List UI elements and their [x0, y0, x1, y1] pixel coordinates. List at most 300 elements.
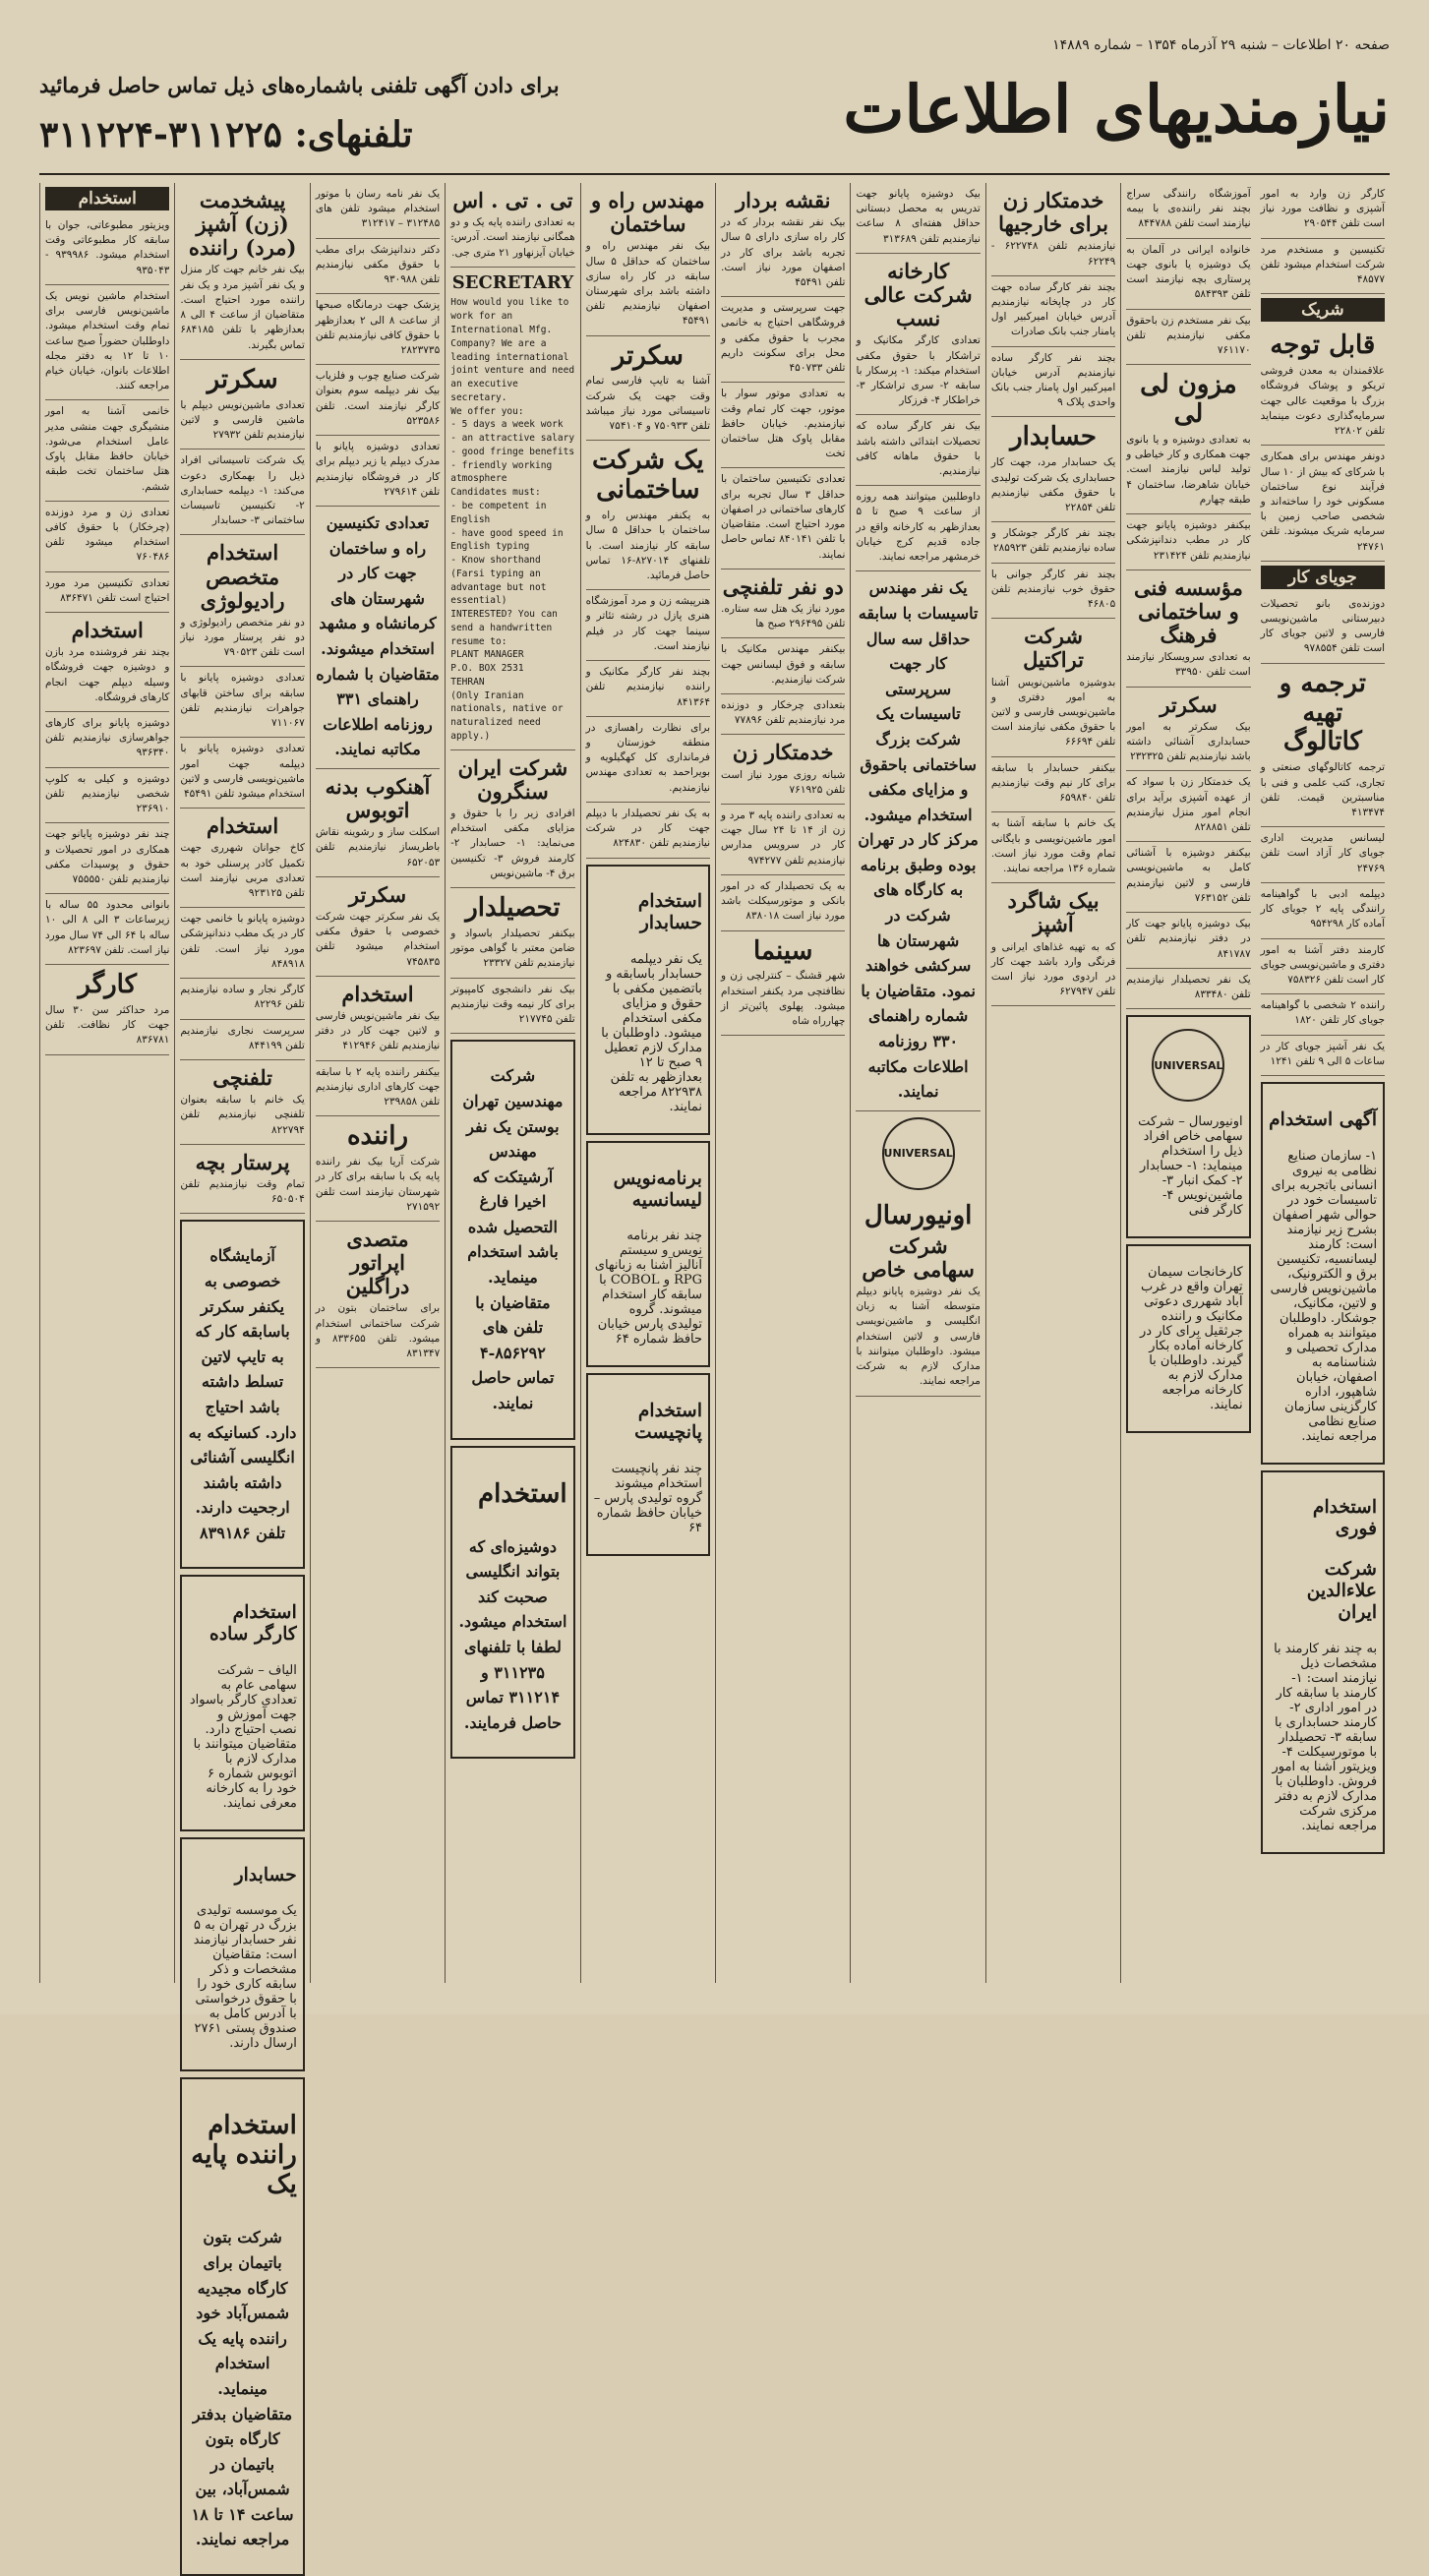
ad-text: خانواده ایرانی در آلمان به یک دوشیزه یا بانوی جهت پرستاری بچه نیازمند است تلفن ۵۸۴۳۹۳ — [1126, 243, 1251, 301]
ad-title: ترجمه و تهیه کاتالوگ — [1279, 668, 1366, 757]
ad — [180, 979, 304, 1019]
ad-text: دوشیزه پایانو برای کارهای جواهرسازی نیازمندیم تلفن ۹۳۶۳۴۰ — [45, 717, 170, 759]
ad-title: حسابدار — [1010, 422, 1097, 452]
ad-engineer — [856, 571, 980, 1110]
ad-text: بیک نفر ماشین‌نویس فارسی و لاتین جهت کار در دفتر نیازمندیم تلفن ۴۱۲۹۴۶ — [315, 1009, 441, 1052]
ad — [316, 436, 440, 507]
ad-text: به تعدادی موتور سوار با موتور، جهت کار تمام وقت نیازمندیم. خیابان حافظ مقابل پاوک هتل ساختمان تخت — [721, 388, 846, 460]
ad — [991, 757, 1115, 813]
ad-text: یک خانم با سابقه بعنوان تلفنچی نیازمندیم تلفن ۸۲۲۷۹۴ — [180, 1094, 305, 1136]
ad-text: به یک نفر تحصیلدار با دیپلم جهت کار در شرکت نیازمندیم تلفن ۸۲۴۸۳۰ — [585, 807, 711, 850]
ad-title: پیشخدمت (زن) آشپز (مرد) راننده — [188, 188, 297, 261]
ad-title: استخدام راننده پایه یک — [191, 2111, 297, 2200]
ad-universal — [856, 1196, 980, 1397]
ad — [721, 735, 845, 805]
ad-line: PLANT MANAGER — [450, 649, 524, 661]
ad-text: بیکنفر تحصیلدار باسواد و ضامن معتبر با گواهی موتور نیازمندیم تلفن ۲۳۳۲۷ — [450, 928, 575, 970]
ad-construction-company — [586, 441, 710, 590]
ad-title: خدمتکار زن — [732, 740, 834, 765]
ad-line: - good fringe benefits — [450, 446, 575, 457]
ad-title: کارخانه شرکت عالی نسب — [863, 258, 973, 331]
ad — [316, 769, 440, 877]
column-1 — [39, 183, 174, 1983]
column-5 — [580, 183, 715, 1983]
ad-title: یک شرکت ساختمانی — [592, 446, 704, 506]
ad-worker — [45, 965, 169, 1055]
ad-text: چند نفر دوشیزه پایانو جهت همکاری در امور تحصیلات و حقوق و پوسیدات مکفی نیازمندیم تلفن ۷۵۵۵۵۰ — [45, 828, 170, 886]
ad — [45, 214, 169, 285]
ad-text: یک نفر آشپز جویای کار در ساعات ۵ الی ۹ تلفن ۱۲۴۱ — [1260, 1040, 1386, 1067]
ad-title: شرکت ایران سنگرون — [457, 754, 568, 804]
ad-text: مورد نیاز یک هتل سه ستاره. تلفن ۲۹۶۴۹۵ صبح ها — [721, 602, 846, 630]
ad-text: ترجمه کاتالوگهای صنعتی و تجاری، کتب علمی و فنی با مناسبترین قیمت. تلفن ۴۱۳۴۷۴ — [1260, 761, 1386, 819]
ad-text: بیکنفر دوشیزه پایانو جهت کار در مطب دندانپزشکی نیازمندیم تلفن ۲۳۱۴۲۴ — [1126, 519, 1251, 562]
ad — [721, 805, 845, 875]
ad — [316, 877, 440, 977]
ad-text: برای نظارت راهسازی در منطقه خوزستان و فرمانداری کل کهگیلویه و بویراحمد به تعدادی مهندس نیازمندیم. — [585, 721, 711, 794]
ad-text: بیکنفر مهندس مکانیک با سابقه و فوق لیسانس جهت شرکت نیازمندیم. — [721, 643, 846, 686]
ad-title: استخدام — [341, 981, 414, 1006]
ad — [316, 365, 440, 436]
ad — [991, 347, 1115, 418]
ad-title: سکرتر — [348, 881, 407, 907]
ad-text: بیک نفر دانشجوی کامپیوتر برای کار نیمه وقت نیازمندیم تلفن ۲۱۷۷۴۵ — [450, 983, 575, 1026]
ad-text: سرپرست نجاری نیازمندیم تلفن ۸۴۴۱۹۹ — [180, 1024, 305, 1051]
ad-text: یک نفر نامه رسان با موتور استخدام میشود تلفن های ۳۱۲۴۸۵ – ۳۱۲۴۱۷ — [315, 188, 441, 230]
ad-text: بیکنفر حسابدار با سابقه برای کار نیم وقت نیازمندیم تلفن ۶۵۹۸۴۰ — [990, 761, 1116, 805]
ad-text: نیازمندیم تلفن ۶۲۲۷۴۸ - ۶۲۲۴۹ — [990, 240, 1116, 268]
ad-text: ویزیتور مطبوعاتی، جوان با سابقه کار مطبوعاتی وقت استخدام میشود. ۹۳۹۹۸۶ - ۹۳۵۰۴۳ — [45, 219, 170, 276]
ad-title: استخدام فوری — [1312, 1496, 1378, 1540]
boxed-ad-urgent-hiring — [1261, 1470, 1385, 1854]
classifieds-columns — [39, 183, 1390, 2549]
ad-text: شهر قشنگ – کنترلچی زن و نظافتچی مرد یکنفر استخدام میشود. پهلوی پائین‌تر از چهارراه شاه — [721, 970, 846, 1028]
ad-text: دیپلمه ادبی با گواهینامه رانندگی پایه ۲ جویای کار آماده کار ۹۵۴۲۹۸ — [1260, 887, 1386, 930]
ad — [1126, 239, 1250, 310]
ad-text: آزمایشگاه خصوصی به یکنفر سکرتر باسابقه کار که به تایپ لاتین تسلط داشته باشد احتیاج دارد. کسانیکه به انگلیسی آشنائی داشته باشند ارجحیت دارند. تلفن ۸۳۹۱۸۶ — [188, 1246, 297, 1542]
ad-title: مهندس راه و ساختمان — [590, 188, 705, 237]
ad-text: تعدادی تکنیسین ساختمان با حداقل ۳ سال تجربه برای کارهای ساختمانی در اصفهان مورد احتیاج است. متقاضیان با تلفن ۸۴۰۱۴۱ تماس حاصل نمایند. — [721, 473, 846, 561]
ad — [1261, 239, 1385, 295]
column-2 — [174, 183, 309, 2549]
ad-text: کارگر زن وارد به امور آشپزی و نظافت مورد نیاز است تلفن ۲۹۰۵۴۴ — [1260, 188, 1386, 230]
boxed-ad-recruitment — [1261, 1082, 1385, 1464]
ad-secretary-english — [450, 268, 574, 750]
ad — [450, 183, 574, 268]
ad — [450, 888, 574, 979]
ad-title: آهنکوب بدنه اتوبوس — [325, 773, 431, 823]
ad — [1126, 310, 1250, 366]
ad-text: ۱- سازمان صنایع نظامی به نیروی انسانی باتجربه برای تاسیسات خود در حوالی شهر اصفهان بشرح زیر نیازمند است: کارمند لیسانسیه، تکنیسین برق و الکترونیک، ماشین‌نویس فارسی و لاتین، مکانیک، جوشکار. داوطلبان میتوانند به همراه مدارک تحصیلی و شناسنامه به اصفهان، خیابان شاهپور، اداره کارگزینی سازمان صنایع نظامی مراجعه نمایند. — [1270, 1148, 1378, 1444]
ad-title: تی . تی . اس — [452, 188, 573, 212]
ad-title: مزون لی لی — [1140, 370, 1237, 430]
ad-text: چند نفر پانچیست استخدام میشوند گروه تولیدی پارس – خیابان حافظ شماره ۶۴ — [593, 1461, 703, 1535]
ad — [450, 750, 574, 888]
boxed-ad-accountant — [586, 865, 710, 1135]
ad — [180, 738, 304, 809]
ad-text: راننده ۲ شخصی با گواهینامه جویای کار تلفن ۱۸۲۰ — [1260, 999, 1386, 1027]
column-7 — [850, 183, 984, 1983]
ad-text: دکتر دندانپزشک برای مطب با حقوق مکفی نیازمندیم تلفن ۹۳۰۹۸۸ — [315, 243, 441, 286]
ad-text: بیک دوشیزه پایانو جهت تدریس به محصل دبستانی حداقل هفته‌ای ۸ ساعت نیازمندیم تلفن ۳۱۳۶۸۹ — [856, 188, 981, 245]
ad-cook-assistant — [991, 883, 1115, 1006]
ad-text: بچند نفر کارگر مکانیک و راننده نیازمندیم تلفن ۸۴۱۳۶۴ — [585, 666, 711, 708]
ad-text: بیک سکرتر به امور حسابداری آشنائی داشته باشد نیازمندیم تلفن ۲۳۲۳۲۵ — [1126, 720, 1251, 763]
ad-text: یک نفر سکرتر جهت شرکت خصوصی با حقوق مکفی استخدام میشود تلفن ۷۴۵۸۳۵ — [315, 910, 441, 968]
ad-title: استخدام کارگر ساده — [208, 1601, 297, 1646]
ad-text: که به تهیه غذاهای ایرانی و فرنگی وارد باشد جهت کار در اردوی مورد نیاز است تلفن ۶۲۷۹۴۷ — [990, 940, 1116, 998]
ad — [180, 1020, 304, 1060]
ad — [856, 486, 980, 571]
ad — [316, 977, 440, 1061]
ad-line: - be competent in English — [450, 500, 547, 525]
ad-text: کارخانجات سیمان تهران واقع در غرب آباد شهرری دعوتی مکانیک و راننده جرثقیل برای کار در کارخانه آماده بکار گیرند. داوطلبان با مدارک لازم به کارخانه مراجعه نمایند. — [1140, 1265, 1243, 1413]
ad-text: یک خانم با سابقه آشنا به امور ماشین‌نویسی و بایگانی تمام وقت مورد نیاز است. شماره ۱۳۶ مراجعه نمایند. — [990, 817, 1116, 875]
ad-text: یک نفر دیپلمه حسابدار باسابقه و باتضمین مکفی با حقوق و مزایای مکفی استخدام میشود. داوطلبان با مدارک لازم تعطیل ۹ صبح تا ۱۲ بعدازظهر به تلفن ۸۲۲۹۳۸ مراجعه نمایند. — [601, 951, 703, 1114]
ad-text: جهت سرپرستی و مدیریت فروشگاهی احتیاج به خانمی مجرب با حقوق مکفی و محل برای سکونت داریم تلفن ۴۵۰۷۳۳ — [721, 302, 846, 375]
ad-text: به تعدادی دوشیزه و یا بانوی جهت همکاری و کار خیاطی و تولید لباس نیازمند است. خیابان شاهرضا، ساختمان ۴ طبقه چهارم — [1126, 433, 1251, 506]
dateline: صفحه ۲۰ اطلاعات – شنبه ۲۹ آذرماه ۱۳۵۴ – شماره ۱۴۸۸۹ — [1052, 37, 1390, 53]
ad-text: بیک نفر مهندس راه و ساختمان که حداقل ۵ سال سابقه در کار راه سازی داشته باشد برای شهرستان اصفهان نیازمندیم تلفن ۴۵۴۹۱ — [585, 240, 711, 328]
boxed-ad-worker — [180, 1575, 304, 1830]
ad — [1261, 326, 1385, 446]
ad — [721, 383, 845, 468]
ad-title: متصدی اپراتور دراگلین — [345, 1227, 410, 1299]
ad — [991, 417, 1115, 522]
ad-text: تکنیسین و مستخدم مرد شرکت استخدام میشود تلفن ۴۸۵۷۷ — [1260, 243, 1386, 286]
ad-text: مرد حداکثر سن ۳۰ سال جهت کار نظافت. تلفن ۸۳۶۷۸۱ — [45, 1004, 170, 1047]
ad — [45, 285, 169, 401]
ad-text: یک خدمتکار زن با سواد که از عهده آشپزی برآید برای انجام امور منزل نیازمندیم تلفن ۸۲۸۸۵۱ — [1126, 776, 1251, 834]
ad-text: آشنا به تایپ فارسی تمام وقت جهت یک شرکت تاسیساتی مورد نیاز میباشد تلفن ۷۵۰۹۳۳ و ۷۵۴۱۰۴ — [585, 375, 711, 433]
ad-text: دوشیزه‌ای که بتواند انگلیسی صحبت کند استخدام میشود. لطفا با تلفنهای ۳۱۱۲۳۵ و ۳۱۱۲۱۴ تماس حاصل فرمایند. — [458, 1536, 567, 1732]
ad-text: بیک نفر نقشه بردار که در کار راه سازی دارای ۵ سال تجربه باشد برای کار در اصفهان مورد نیاز است. تلفن ۴۵۴۹۱ — [721, 216, 846, 289]
ad-title: استخدام — [207, 813, 279, 839]
ad — [586, 661, 710, 717]
ad-text: چند نفر برنامه نویس و سیستم آنالیز آشنا به زبانهای RPG و COBOL با سابقه کار استخدام میشوند. گروه تولیدی پارس خیابان حافظ شماره ۶۴ — [594, 1228, 703, 1348]
ad-text: بیک نفر کارگر ساده که تحصیلات ابتدائی داشته باشد با حقوق ماهانه کافی نیازمندیم. — [856, 420, 981, 478]
ad — [1261, 183, 1385, 239]
masthead-rule — [39, 173, 1390, 175]
ad — [721, 468, 845, 569]
ad-text: به یک تحصیلدار که در امور بانکی و موتورسیکلت باشد مورد نیاز است ۸۳۸۰۱۸ — [721, 879, 846, 923]
ad — [1126, 913, 1250, 969]
ad — [316, 1222, 440, 1368]
ad-text: دو نفر متخصص رادیولوژی و دو نفر پرستار مورد نیاز است تلفن ۷۹۰۵۲۳ — [180, 616, 305, 659]
ad-cinema — [721, 931, 845, 1037]
ad-technicians — [316, 507, 440, 769]
column-4 — [445, 183, 579, 1983]
ad — [1126, 183, 1250, 239]
ad-text: اسکلت ساز و رشوینه نقاش باطریساز نیازمندیم تلفن ۶۵۲۰۵۳ — [315, 826, 441, 869]
ad-text: دوشیزه پایانو با خانمی جهت کار در یک مطب دندانپزشکی مورد نیاز است. تلفن ۸۴۸۹۱۸ — [180, 913, 305, 970]
ad-text: بیکنفر دوشیزه با آشنائی کامل به ماشین‌نویسی فارسی و لاتین نیازمندیم تلفن ۷۶۳۱۵۲ — [1126, 847, 1251, 904]
ad-title: قابل توجه — [1270, 330, 1376, 361]
ad — [180, 449, 304, 535]
section-header-hiring: استخدام — [45, 187, 169, 210]
ad — [1126, 365, 1250, 514]
ad — [180, 667, 304, 738]
ad-text: بچند نفر کارگر ساده جهت کار در چاپخانه نیازمندیم آدرس خیابان امیرکبیر اول پامنار جنب بانک صادرات — [990, 280, 1116, 338]
ad — [1126, 771, 1250, 842]
ad-text: بیکنفر راننده پایه ۲ با سابقه جهت کارهای اداری نیازمندیم تلفن ۲۳۹۸۵۸ — [315, 1065, 441, 1108]
ad — [450, 979, 574, 1035]
ad-text: بیک نفر مستخدم زن باحقوق مکفی نیازمندیم تلفن ۷۶۱۱۷۰ — [1126, 314, 1251, 356]
ad — [856, 254, 980, 416]
ad — [180, 535, 304, 667]
ad — [586, 717, 710, 803]
ad-title: دو نفر تلفنچی — [722, 573, 844, 599]
ad — [316, 1061, 440, 1117]
ad-line: INTERESTED? You can send a handwritten resume to: — [450, 609, 558, 647]
ad-text: به تعدادی سرویسکار نیازمند است تلفن ۳۳۹۵۰ — [1126, 651, 1251, 679]
ad-text: تعدادی کارگر مکانیک و تراشکار با حقوق مکفی استخدام میکند: ۱- پرسکار با سابقه ۲- سری تراشکار ۳- خراطکار ۴- فرزکار — [856, 334, 981, 407]
ad — [721, 694, 845, 735]
ad — [45, 613, 169, 712]
ad-text: یک شرکت تاسیساتی افراد ذیل را بهمکاری دعوت می‌کند: ۱- دیپلمه حسابداری ۲- تکنیسین تاسیسات ساختمانی ۳- حسابدار — [180, 454, 305, 527]
ad-text: یک موسسه تولیدی بزرگ در تهران به ۵ نفر حسابدار نیازمند است: متقاضیان مشخصات و ذکر سابقه کاری خود را با حقوق درخواستی با آدرس کامل به صندوق پستی ۲۷۶۱ ارسال دارند. — [193, 1903, 297, 2052]
ad-title: آگهی استخدام — [1269, 1108, 1378, 1130]
ad — [45, 502, 169, 572]
ad — [45, 768, 169, 824]
ad-text: داوطلبین میتوانند همه روزه از ساعت ۹ صبح تا ۵ بعدازظهر به کارخانه واقع در جاده قدیم کرج خیابان خرمشهر مراجعه نمایند. — [856, 491, 981, 564]
ad — [586, 590, 710, 661]
ad-text: تعدادی دوشیزه پایانو با سابقه برای ساختن قابهای جواهرات نیازمندیم تلفن ۷۱۱۰۶۷ — [180, 672, 305, 730]
section-header-job-seekers: جویای کار — [1261, 566, 1385, 589]
ad — [1126, 842, 1250, 913]
ad-text: تعدادی تکنیسین راه و ساختمان جهت کار در شهرستان های کرمانشاه و مشهد استخدام میشوند. متقاضیان با شماره راهنمای ۳۳۱ روزنامه اطلاعات مکاتبه نمایند. — [316, 512, 440, 759]
ad — [180, 1145, 304, 1215]
ad-text: شرکت آریا بیک نفر راننده پایه یک با سابقه برای کار در شهرستان نیازمند است تلفن ۲۷۱۵۹۲ — [315, 1156, 441, 1213]
ad-title: بیک شاگرد آشپز — [1007, 888, 1100, 937]
section-header-partner: شریک — [1261, 298, 1385, 322]
ad-text: شرکت بتون باتیمان برای کارگاه مجیدیه شمس‌آباد خود راننده پایه یک استخدام مینماید. متقاضیان بدفتر کارگاه بتون باتیمان در شمس‌آباد، بین ساعت ۱۴ تا ۱۸ مراجعه نمایند. — [191, 2228, 294, 2549]
ad-title: برنامه‌نویس لیسانسیه — [613, 1167, 703, 1211]
ad — [721, 183, 845, 297]
ad-title: سکرتر — [1160, 691, 1218, 717]
ad-text: تعدادی دوشیزه پایانو با مدرک دیپلم یا زیر دیپلم برای کار در فروشگاه نیازمندیم تلفن ۲۷۹۶۱۴ — [315, 441, 441, 498]
boxed-ad-lab — [180, 1220, 304, 1569]
ad-title: سکرتر — [207, 364, 278, 394]
ad-text: تعدادی دوشیزه پایانو با دیپلمه جهت امور ماشین‌نویسی فارسی و لاتین استخدام میشود تلفن ۴۵۴۹۱ — [180, 743, 305, 800]
ad-line: - an attractive salary — [450, 433, 575, 445]
ad-text: آموزشگاه رانندگی سراج بچند نفر راننده‌ی با بیمه نیازمند است تلفن ۸۴۴۷۸۸ — [1126, 188, 1251, 230]
ad-title: خدمتکار زن برای خارجیها — [998, 188, 1109, 237]
ad-text: شرکت مهندسین تهران بوستن یک نفر مهندس آرشیتکت که اخیرا فارغ التحصیل شده باشد استخدام مینماید. متقاضیان با تلفن های ۸۵۶۲۹۲-۴ تماس حاصل نمایند. — [462, 1066, 564, 1413]
ad-line: TEHRAN — [450, 676, 485, 688]
ad-title: حسابدار — [234, 1863, 297, 1886]
ad — [180, 1060, 304, 1145]
ad-title: تلفنچی — [212, 1064, 273, 1090]
ad-title: شرکت تراکتیل — [1023, 624, 1084, 673]
ad-line: - have good speed in English typing — [450, 527, 564, 553]
ad — [1126, 969, 1250, 1009]
masthead — [39, 71, 1390, 169]
ad — [45, 894, 169, 965]
boxed-ad-universal — [1126, 1015, 1250, 1238]
ad-text: بچند نفر کارگر جوشکار و ساده نیازمندیم تلفن ۲۸۵۹۲۳ — [990, 527, 1116, 555]
ad-text: الیاف – شرکت سهامی عام به تعدادی کارگر باسواد جهت آموزش و نصب احتیاج دارد. متقاضیان میتوانند با مدارک لازم با اتوبوس شماره ۶ خود را به کارخانه معرفی نمایند. — [189, 1662, 297, 1811]
ad — [1261, 827, 1385, 883]
column-3 — [310, 183, 445, 1983]
ad-text: شبانه روزی مورد نیاز است تلفن ۷۶۱۹۲۵ — [721, 768, 846, 796]
ad-title: استخدام متخصص رادیولوژی — [200, 540, 285, 613]
boxed-ad-cement-factory — [1126, 1244, 1250, 1433]
ad-title: سینما — [753, 935, 813, 966]
ad-text: یک نفر تحصیلدار نیازمندیم تلفن ۸۳۳۴۸۰ — [1126, 973, 1251, 1000]
ad-text: دوزنده‌ی بانو تحصیلات دبیرستانی ماشین‌نویسی فارسی و لاتین جویای کار است تلفن ۹۷۸۵۵۴ — [1260, 597, 1386, 655]
universal-logo-icon: UNIVERSAL — [1152, 1029, 1224, 1102]
ad-text: بچند نفر کارگر ساده نیازمندیم آدرس خیابان امیرکبیر اول پامنار جنب بانک واحدی پلاک ۹ — [990, 351, 1116, 409]
ad — [316, 1116, 440, 1222]
ad-text: یک نفر مهندس تاسیسات با سابقه حداقل سه سال کار جهت سرپرستی تاسیسات یک شرکت بزرگ ساختمانی باحقوق و مزایای مکفی استخدام میشود. مرکز کار در تهران بوده وطبق برنامه به کارگاه های شرکت در شهرستان ها سرکشی خواهند نمود. متقاضیان با شماره راهنمای ۳۳۰ روزنامه اطلاعات مکاتبه نمایند. — [858, 578, 979, 1102]
ad-text: کارمند دفتر آشنا به امور دفتری و ماشین‌نویسی جویای کار است تلفن ۷۵۸۳۲۶ — [1260, 943, 1386, 986]
boxed-ad-programmer — [586, 1141, 710, 1367]
ad-title: کارگر — [78, 970, 137, 1000]
ad-text: یک نفر دوشیزه پایانو دیپلم متوسطه آشنا به زبان انگلیسی و ماشین‌نویسی فارسی و لاتین استخدام میشود. داوطلبان میتوانند با مدارک لازم به شرکت مراجعه نمایند. — [856, 1286, 981, 1388]
ad-text: بیک نفر خانم جهت کار منزل و یک نفر آشپز مرد و یک نفر راننده مورد احتیاج است. متقاضیان از ساعت ۴ الی ۸ بعدازظهر با تلفن ۶۸۴۱۸۵ تماس بگیرند. — [180, 264, 305, 351]
ad-text: کاخ جوانان شهرری جهت تکمیل کادر پرسنلی خود به تعدادی مربی نیازمند است تلفن ۹۲۳۱۲۵ — [180, 842, 305, 899]
ad — [45, 712, 169, 768]
ad — [856, 183, 980, 254]
ad-text: تعدادی ماشین‌نویس دیپلم با ماشین فارسی و لاتین نیازمندیم تلفن ۲۷۹۳۲ — [180, 398, 305, 442]
ad — [721, 569, 845, 639]
ad-line: - Know shorthand (Farsi typing an advantage but not essential) — [450, 555, 547, 607]
phone-numbers: تلفنهای: ۳۱۱۲۲۵-۳۱۱۲۲۴ — [39, 114, 413, 155]
ad-title: راننده — [346, 1121, 409, 1152]
ad-title: استخدام حسابدار — [637, 890, 703, 934]
ad-title: نقشه بردار — [735, 188, 831, 212]
ad — [856, 415, 980, 486]
ad — [991, 619, 1115, 756]
ad-text: یک حسابدار مرد، جهت کار حسابداری یک شرکت تولیدی با حقوق مکفی نیازمندیم تلفن ۲۲۸۵۴ — [990, 456, 1116, 514]
ad-title: سکرتر — [612, 340, 684, 371]
ad-text: کارگر نجار و ساده نیازمندیم تلفن ۸۲۲۹۶ — [180, 984, 305, 1011]
universal-logo-icon: UNIVERSAL — [882, 1117, 955, 1190]
boxed-ad-driver — [180, 2077, 304, 2576]
ad — [180, 360, 304, 450]
ad — [721, 638, 845, 694]
ad — [991, 812, 1115, 883]
ad-text: بانوانی محدود ۵۵ ساله با زیرساعات ۳ الی ۸ الی ۱۰ ساله با ۶۴ الی ۷۴ سال مورد نیاز است. تلفن ۸۲۳۶۹۷ — [45, 899, 170, 956]
ad — [45, 823, 169, 894]
ad — [1261, 939, 1385, 995]
ad-text: بتعدادی چرخکار و دوزنده مرد نیازمندیم تلفن ۷۷۸۹۶ — [721, 698, 846, 727]
ad — [1261, 664, 1385, 828]
ad-subtitle: شرکت علاءالدین ایران — [1306, 1557, 1378, 1623]
ad-title: مؤسسه فنی و ساختمانی فرهنگ — [1134, 574, 1243, 647]
boxed-ad-engineers — [450, 1040, 574, 1439]
ad — [586, 803, 710, 859]
ad — [721, 297, 845, 383]
ad — [316, 183, 440, 239]
ad — [1261, 994, 1385, 1035]
ad-line: - 5 days a week work — [450, 419, 564, 431]
ad — [1261, 593, 1385, 664]
boxed-ad-puncher — [586, 1373, 710, 1555]
ad-title: اونیورسال — [863, 1200, 973, 1230]
ad — [991, 522, 1115, 563]
ad — [180, 908, 304, 979]
ad-text: دونفر مهندس برای همکاری با شرکای که بیش از ۱۰ سال فرآیند نوع ساختمان مسکونی خود را ساخته‌اند و شخصی صاحب زمین با سرمایه شریک میشوند. تلفن ۲۴۷۶۱ — [1260, 450, 1386, 553]
ad — [991, 276, 1115, 347]
ad — [45, 572, 169, 613]
ad — [1261, 446, 1385, 562]
boxed-ad-accountant — [180, 1837, 304, 2071]
boxed-ad-hiring — [450, 1446, 574, 1760]
ad-text: بچند نفر فروشنده مرد بازن و دوشیزه جهت فروشگاه وسیله دیپلم جهت انجام کارهای فروشگاه. — [45, 646, 170, 703]
ad-line: We offer you: — [450, 405, 524, 417]
ad — [721, 875, 845, 931]
ad-text: به تعدادی راننده پایه ۳ مرد و زن از ۱۴ تا ۲۴ سال جهت کار در سرویس مدارس نیازمندیم تلفن ۹۷۴۲۷۷ — [721, 809, 846, 867]
ad — [586, 336, 710, 442]
column-10 — [1256, 183, 1390, 1983]
ad-text: برای ساختمان بتون در شرکت ساختمانی استخدام میشود. تلفن ۸۳۳۶۵۵ و ۸۳۱۳۴۷ — [315, 1302, 441, 1360]
ad-text: اونیورسال – شرکت سهامی خاص افراد ذیل را استخدام مینماید: ۱- حسابدار ۲- کمک انبار ۳- ماشین‌نویس ۴- کارگر فنی — [1138, 1114, 1243, 1219]
ad-text: به تعدادی راننده پایه یک و دو همگانی نیازمند است. آدرس: خیابان آیزنهاور ۲۱ متری جی. — [450, 216, 575, 259]
ad — [1126, 570, 1250, 688]
ad — [1261, 1036, 1385, 1076]
ad — [1126, 688, 1250, 772]
ad — [316, 294, 440, 365]
ad-text: لیسانس مدیریت اداری جویای کار آزاد است تلفن ۲۴۷۶۹ — [1260, 832, 1386, 874]
ad — [180, 809, 304, 908]
ad — [316, 239, 440, 295]
ad-text: بیک دوشیزه پایانو جهت کار در دفتر نیازمندیم تلفن ۸۴۱۷۸۷ — [1126, 918, 1251, 960]
ad-text: استخدام ماشین نویس یک ماشین‌نویس فارسی برای تمام وقت استخدام میشود. داوطلبان حضوراً صبح ساعت ۱۰ تا ۱۲ به دفتر مجله اطلاعات بانوان، خیابان خیام مراجعه کنند. — [45, 289, 170, 392]
ad-text: پزشک جهت درمانگاه صبحها از ساعت ۸ الی ۲ بعدازظهر با حقوق کافی نیازمندیم تلفن ۲۸۲۳۷۳۵ — [315, 299, 441, 356]
ad-line: How would you like to work for an International Mfg. Company? We are a leading international joint venture and need an executive secretary. — [450, 297, 575, 403]
ad-text: دوشیزه و کیلی به کلوپ شخصی نیازمندیم تلفن ۲۳۶۹۱۰ — [45, 772, 170, 815]
ad — [1126, 514, 1250, 570]
page-title: نیازمندیهای اطلاعات — [843, 71, 1390, 148]
ad — [586, 183, 710, 336]
column-6 — [715, 183, 850, 1983]
ad-title: استخدام پانچیست — [634, 1400, 703, 1444]
ad-text: هنرپیشه زن و مرد آموزشگاه هنری پازل در رشته تئاتر و سینما جهت کار در فیلم نیازمند است. — [585, 595, 711, 652]
ad-text: تعدادی زن و مرد دوزنده (چرخکار) با حقوق کافی استخدام میشود تلفن ۷۶۰۴۸۶ — [45, 506, 170, 564]
ad-text: بچند نفر کارگر جوانی با حقوق خوب نیازمندیم تلفن ۴۶۸۰۵ — [990, 568, 1116, 611]
ad — [991, 564, 1115, 620]
ad-text: بدوشیزه ماشین‌نویس آشنا به امور دفتری و ماشین‌نویسی فارسی و لاتین با حقوق مکفی نیازمند است تلفن ۶۶۶۹۴ — [990, 676, 1116, 749]
ad-text: به یکنفر مهندس راه و ساختمان با حداقل ۵ سال سابقه کار نیازمند است. با تلفنهای ۸۲۷۰۱۴-۱۶ تماس حاصل فرمائید. — [585, 509, 711, 582]
ad-text: خانمی آشنا به امور منشیگری جهت منشی مدیر عامل استخدام می‌شود. خیابان حافظ مقابل پاوک هتل ساختمان تخت طبقه ششم. — [45, 405, 170, 493]
column-9 — [1120, 183, 1255, 1983]
ad — [991, 183, 1115, 276]
column-8 — [985, 183, 1120, 1983]
ad-title: تحصیلدار — [465, 893, 561, 924]
ad — [1261, 883, 1385, 939]
ad-title: استخدام — [478, 1478, 567, 1509]
ad-text: تمام وقت نیازمندیم تلفن ۶۵۰۵۰۴ — [180, 1177, 305, 1206]
ad-text: تعدادی تکنیسین مرد مورد احتیاج است تلفن ۸۳۶۴۷۱ — [45, 576, 170, 604]
ad — [180, 183, 304, 360]
ad-text: به چند نفر کارمند با مشخصات ذیل نیازمند است: ۱- کارمند با سابقه کار در امور اداری ۲- کارمند حسابداری با سابقه ۳- تحصیلدار با موتورسیکلت ۴- ویزیتور آشنا به امور فروش. داوطلبان با مدارک لازم به دفتر مرکزی شرکت مراجعه نمایند. — [1272, 1641, 1378, 1833]
phone-note: برای دادن آگهی تلفنی باشماره‌های ذیل تماس حاصل فرمائید — [39, 73, 560, 97]
ad-line: (Only Iranian nationals, native or naturalized need apply.) — [450, 689, 564, 742]
ad-text: شرکت صنایع چوب و فلزیاب بیک نفر دیپلمه سوم بعنوان کارگر نیازمند است. تلفن ۵۲۳۵۸۶ — [315, 370, 441, 427]
ad-title: استخدام — [71, 618, 144, 643]
ad-title: پرستار بچه — [195, 1149, 290, 1174]
ad-line: - friendly working atmosphere — [450, 459, 553, 485]
ad-line: Candidates must: — [450, 487, 541, 499]
ad — [45, 400, 169, 501]
ad-line: P.O. BOX 2531 — [450, 663, 524, 675]
ad-title: SECRETARY — [451, 271, 574, 293]
ad-text: علاقمندان به معدن فروشی تریکو و پوشاک فروشگاه بزرگ با موقعیت عالی جهت سرمایه‌گذاری دعوت مینماید تلفن ۲۲۸۰۲ — [1260, 365, 1386, 438]
ad-subtitle: شرکت سهامی خاص — [862, 1232, 975, 1282]
ad-text: افرادی زیر را با حقوق و مزایای مکفی استخدام می‌نماید: ۱- حسابدار ۲- کارمند فروش ۳- تکنیسین برق ۴- ماشین‌نویس — [450, 808, 575, 879]
